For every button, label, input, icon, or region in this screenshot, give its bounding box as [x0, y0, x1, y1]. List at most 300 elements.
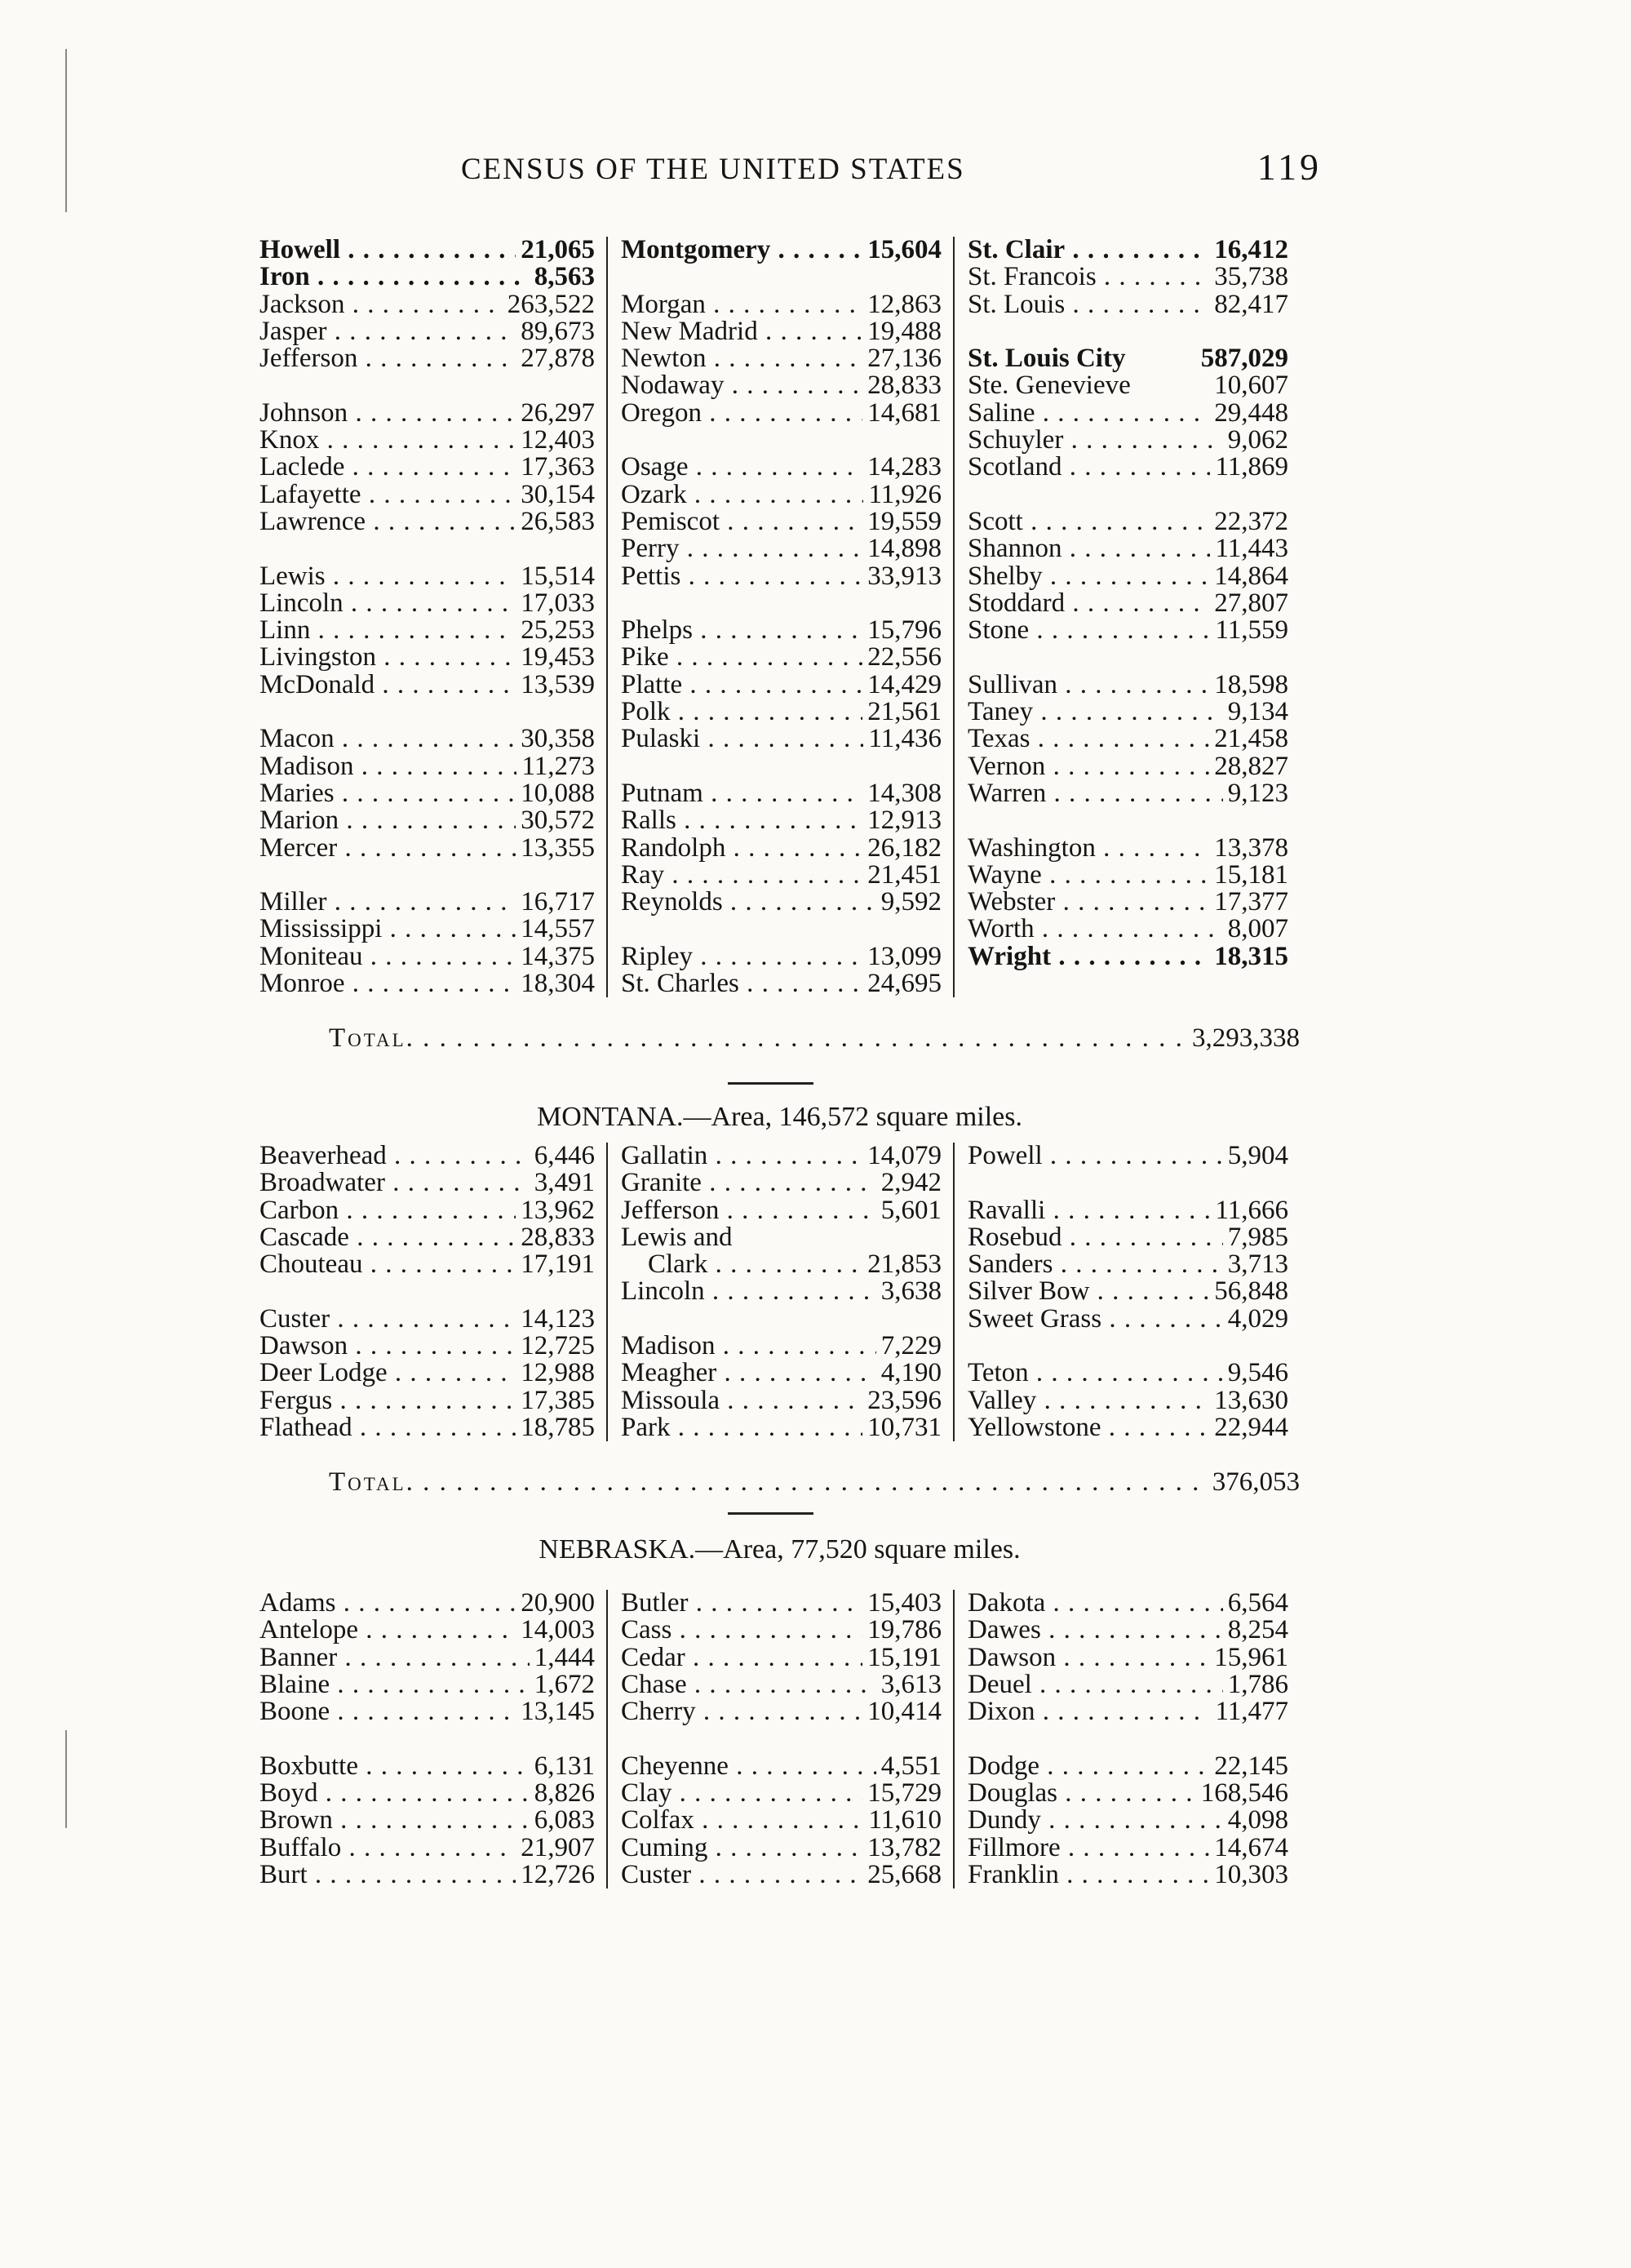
- county-row: [968, 1360, 1288, 1387]
- county-name: Dawes . . .: [968, 1617, 1223, 1644]
- section-title: MONTANA.—Area, 146,572 square miles.: [537, 1102, 1022, 1132]
- county-population: 33,913: [867, 562, 942, 590]
- county-row: [259, 318, 595, 345]
- county-population: 14,003: [521, 1617, 595, 1644]
- county-name: Webster . . .: [968, 889, 1209, 916]
- county-population: 14,864: [1214, 562, 1288, 590]
- county-row: [621, 1333, 942, 1360]
- county-population: 13,962: [521, 1196, 595, 1224]
- county-name: Burt . . .: [259, 1862, 516, 1889]
- county-row: [968, 916, 1288, 943]
- county-population: 17,377: [1214, 889, 1288, 917]
- county-row: [259, 590, 595, 617]
- county-population: 13,378: [1214, 834, 1288, 862]
- county-population: 1,672: [534, 1671, 595, 1699]
- county-name: Antelope . . .: [259, 1617, 516, 1644]
- county-name: Boone . . .: [259, 1698, 516, 1725]
- group-spacer: [968, 1725, 1288, 1752]
- county-row: [968, 1644, 1288, 1671]
- county-column: [606, 237, 953, 997]
- county-name: Douglas . . .: [968, 1780, 1196, 1807]
- county-population: 14,557: [521, 916, 595, 943]
- county-name: Jasper . . .: [259, 318, 516, 345]
- county-name: Livingston . . .: [259, 644, 516, 671]
- county-population: 27,136: [867, 345, 942, 373]
- county-name: Beaverhead . . .: [259, 1143, 530, 1170]
- county-name: Sanders . . .: [968, 1251, 1223, 1278]
- county-row: [259, 889, 595, 916]
- county-row: [259, 1251, 595, 1278]
- group-spacer: [621, 1725, 942, 1752]
- county-row: [621, 1862, 942, 1889]
- county-row: [259, 264, 595, 291]
- county-row: [968, 1835, 1288, 1862]
- total-value: 376,053: [1212, 1467, 1300, 1498]
- county-column: [606, 1590, 953, 1889]
- county-population: 28,827: [1214, 752, 1288, 780]
- section-divider: [728, 1082, 813, 1085]
- county-name: Ozark . . .: [621, 482, 863, 508]
- county-row: [968, 1306, 1288, 1333]
- county-population: 11,443: [1215, 535, 1288, 563]
- county-name: Dundy . . .: [968, 1807, 1223, 1834]
- county-row: [968, 753, 1288, 780]
- county-name: Scott . . .: [968, 508, 1209, 535]
- county-population: 6,083: [534, 1807, 595, 1835]
- county-name: Sullivan . . .: [968, 672, 1209, 699]
- county-population: 17,191: [521, 1251, 595, 1279]
- county-row: [259, 1360, 595, 1387]
- county-row: [259, 1835, 595, 1862]
- county-population: 30,154: [521, 481, 595, 508]
- page-number: 119: [1256, 146, 1322, 188]
- county-name: Ste. Genevieve: [968, 372, 1131, 400]
- county-name: Teton . . .: [968, 1360, 1223, 1387]
- county-population: 21,451: [867, 861, 942, 890]
- county-population: 23,596: [867, 1387, 942, 1414]
- county-row: [621, 862, 942, 889]
- county-name: Phelps . . .: [621, 617, 862, 644]
- county-name: Broadwater . . .: [259, 1170, 530, 1196]
- county-name: Wright . . .: [968, 943, 1209, 970]
- county-row: [621, 943, 942, 970]
- county-name: Putnam . . .: [621, 780, 862, 807]
- county-name: Yellowstone . . .: [968, 1414, 1209, 1441]
- county-population: 15,961: [1214, 1644, 1288, 1671]
- county-population: 4,190: [880, 1360, 942, 1387]
- county-row: [968, 1278, 1288, 1305]
- county-population: 10,303: [1214, 1861, 1288, 1889]
- margin-mark: [65, 1730, 67, 1828]
- county-column: [606, 1143, 953, 1441]
- county-population: 14,375: [521, 943, 595, 971]
- county-name: Dodge . . .: [968, 1753, 1209, 1780]
- county-population: 5,601: [880, 1196, 942, 1224]
- county-population: 10,414: [867, 1698, 942, 1726]
- county-population: 21,065: [521, 237, 595, 264]
- county-population: 17,033: [521, 589, 595, 618]
- county-name: Buffalo . . .: [259, 1835, 516, 1862]
- county-population: 28,833: [867, 372, 942, 400]
- county-population: 7,985: [1227, 1223, 1288, 1252]
- county-name: Rosebud . . .: [968, 1224, 1223, 1251]
- county-name: St. Charles . . .: [621, 970, 862, 997]
- county-row: [259, 1333, 595, 1360]
- county-population: 9,134: [1227, 699, 1288, 726]
- county-row: [259, 508, 595, 535]
- county-row: [621, 644, 942, 671]
- county-population: 14,898: [867, 535, 942, 563]
- county-name: Jackson . . .: [259, 291, 503, 318]
- county-population: 8,826: [534, 1780, 595, 1808]
- county-population: 3,713: [1227, 1251, 1288, 1279]
- group-spacer: [968, 318, 1288, 345]
- group-spacer: [968, 482, 1288, 508]
- county-population: 26,583: [521, 508, 595, 536]
- county-population: 15,403: [867, 1590, 942, 1618]
- county-name: New Madrid . . .: [621, 318, 862, 345]
- county-row: [621, 1698, 942, 1725]
- county-population: 14,283: [867, 454, 942, 482]
- county-row: [621, 1387, 942, 1414]
- county-row: [968, 672, 1288, 699]
- county-name: Missoula . . .: [621, 1387, 862, 1414]
- county-name: Granite . . .: [621, 1170, 876, 1196]
- group-spacer: [259, 1278, 595, 1305]
- county-name: Johnson . . .: [259, 400, 516, 427]
- total-value: 3,293,338: [1192, 1023, 1300, 1054]
- county-population: 28,833: [521, 1223, 595, 1252]
- county-population: 4,551: [880, 1752, 942, 1781]
- county-row: [259, 1753, 595, 1780]
- county-name: Banner . . .: [259, 1644, 530, 1671]
- county-name: Pulaski . . .: [621, 726, 863, 752]
- county-name: Dawson . . .: [259, 1333, 516, 1360]
- county-name: Lincoln . . .: [621, 1278, 876, 1305]
- county-name: Wayne . . .: [968, 862, 1209, 889]
- county-name: St. Louis City: [968, 345, 1126, 373]
- county-population: 22,556: [867, 644, 942, 672]
- county-name: Chouteau . . .: [259, 1251, 516, 1278]
- county-row: [621, 454, 942, 481]
- county-population: 14,079: [867, 1143, 942, 1170]
- county-name: Maries . . .: [259, 780, 516, 807]
- county-population: 18,598: [1214, 671, 1288, 699]
- county-row: [259, 1862, 595, 1889]
- county-population: 13,539: [521, 671, 595, 699]
- county-population: 11,610: [868, 1807, 942, 1835]
- county-row: [259, 970, 595, 997]
- county-name: Polk . . .: [621, 699, 862, 726]
- county-row: [968, 889, 1288, 916]
- county-population: 21,561: [867, 699, 942, 726]
- county-row: [968, 780, 1288, 807]
- county-name: Texas . . .: [968, 726, 1209, 752]
- county-row: [968, 1780, 1288, 1807]
- group-spacer: [968, 1170, 1288, 1196]
- county-population: 9,592: [880, 889, 942, 917]
- county-row: [621, 807, 942, 834]
- county-population: 12,863: [867, 291, 942, 318]
- county-row: [621, 1835, 942, 1862]
- county-row: [259, 1671, 595, 1698]
- county-name: Pettis . . .: [621, 563, 862, 590]
- county-population: 19,559: [867, 508, 942, 536]
- county-population: 12,913: [867, 807, 942, 835]
- county-name: Linn . . .: [259, 617, 516, 644]
- county-population: 8,254: [1227, 1617, 1288, 1644]
- county-row: [259, 916, 595, 943]
- county-population: 6,446: [534, 1143, 595, 1170]
- county-name: Jefferson . . .: [259, 345, 516, 372]
- county-name: Boxbutte . . .: [259, 1753, 530, 1780]
- county-name: Monroe . . .: [259, 970, 516, 997]
- group-spacer: [621, 590, 942, 617]
- county-name: Knox . . .: [259, 427, 516, 454]
- county-population: 20,900: [521, 1590, 595, 1618]
- county-row: [259, 1387, 595, 1414]
- county-row: [968, 291, 1288, 318]
- county-population: 4,098: [1227, 1807, 1288, 1835]
- county-row: [621, 1644, 942, 1671]
- county-population: 11,926: [868, 481, 942, 508]
- county-name: Ravalli . . .: [968, 1197, 1210, 1224]
- county-row: [259, 1617, 595, 1644]
- county-name: Nodaway . . .: [621, 372, 862, 399]
- county-population: 13,099: [867, 943, 942, 971]
- county-row: [621, 1224, 942, 1251]
- county-population: 16,412: [1214, 237, 1288, 264]
- county-column: [953, 237, 1300, 997]
- county-population: 6,564: [1227, 1590, 1288, 1618]
- county-name: Macon . . .: [259, 726, 516, 752]
- county-row: [621, 889, 942, 916]
- county-name: Reynolds . . .: [621, 889, 876, 916]
- county-name: Fillmore . . .: [968, 1835, 1209, 1862]
- county-row: [621, 1807, 942, 1834]
- county-name: Oregon . . .: [621, 400, 862, 427]
- leader-dots: [406, 1022, 1186, 1054]
- county-name: Ripley . . .: [621, 943, 862, 970]
- county-population: 10,088: [521, 779, 595, 808]
- county-row: [621, 1780, 942, 1807]
- county-population: 11,666: [1215, 1196, 1288, 1224]
- county-name: Ralls . . .: [621, 807, 862, 834]
- county-row: [968, 590, 1288, 617]
- county-row: [621, 291, 942, 318]
- county-row: [621, 699, 942, 726]
- county-name: Dixon . . .: [968, 1698, 1210, 1725]
- county-row: [259, 644, 595, 671]
- section-title: NEBRASKA.—Area, 77,520 square miles.: [538, 1534, 1021, 1565]
- county-row: [621, 1170, 942, 1196]
- county-row: [621, 970, 942, 997]
- county-row: [259, 807, 595, 834]
- county-row: [259, 1306, 595, 1333]
- group-spacer: [621, 264, 942, 291]
- county-population: 12,988: [521, 1360, 595, 1387]
- county-name: Jefferson . . .: [621, 1197, 876, 1224]
- county-population: 12,725: [521, 1333, 595, 1360]
- county-population: 13,630: [1214, 1387, 1288, 1414]
- group-spacer: [259, 535, 595, 562]
- county-row: [968, 563, 1288, 590]
- county-population: 82,417: [1214, 291, 1288, 318]
- county-name: Mercer . . .: [259, 835, 516, 862]
- county-population: 1,444: [534, 1644, 595, 1671]
- county-name: Gallatin . . .: [621, 1143, 862, 1170]
- county-row: [259, 753, 595, 780]
- county-name: Pike . . .: [621, 644, 862, 671]
- group-spacer: [968, 1333, 1288, 1360]
- total-label: Total: [329, 1467, 406, 1498]
- county-population: 9,546: [1227, 1360, 1288, 1387]
- county-name: Deer Lodge . . .: [259, 1360, 516, 1387]
- county-population: 10,731: [867, 1414, 942, 1442]
- county-row: [968, 454, 1288, 481]
- group-spacer: [621, 427, 942, 454]
- missouri-table: [259, 237, 1300, 1054]
- county-population: 22,944: [1214, 1414, 1288, 1442]
- county-name: Franklin . . .: [968, 1862, 1209, 1889]
- county-row: [621, 672, 942, 699]
- county-population: 89,673: [521, 317, 595, 346]
- county-name: Warren . . .: [968, 780, 1223, 807]
- margin-mark: [65, 49, 67, 212]
- county-population: 35,738: [1214, 264, 1288, 291]
- group-spacer: [259, 1725, 595, 1752]
- county-population: 11,436: [868, 726, 942, 753]
- county-name: Dawson . . .: [968, 1644, 1209, 1671]
- county-name: Deuel . . .: [968, 1671, 1223, 1698]
- county-population: 27,878: [521, 345, 595, 373]
- county-population: 12,403: [521, 427, 595, 455]
- county-name: Lincoln . . .: [259, 590, 516, 617]
- nebraska-table: [259, 1590, 1300, 1889]
- county-row: [968, 1698, 1288, 1725]
- county-population: 56,848: [1214, 1278, 1288, 1306]
- county-row: [621, 318, 942, 345]
- county-name: Moniteau . . .: [259, 943, 516, 970]
- county-row: [968, 372, 1288, 399]
- county-column: [259, 1143, 606, 1441]
- county-name: Cherry . . .: [621, 1698, 862, 1725]
- county-name: Howell . . .: [259, 237, 516, 264]
- county-population: 24,695: [867, 970, 942, 998]
- county-row: [621, 1590, 942, 1617]
- leader-dots: [406, 1466, 1206, 1498]
- county-population: 13,355: [521, 834, 595, 862]
- county-population: 18,304: [521, 970, 595, 998]
- county-name: Madison . . .: [621, 1333, 876, 1360]
- county-row: [259, 237, 595, 264]
- county-row: [259, 726, 595, 752]
- county-row: [968, 508, 1288, 535]
- county-name: Montgomery . . .: [621, 237, 862, 264]
- county-name: Madison . . .: [259, 753, 516, 780]
- county-population: 18,315: [1214, 943, 1288, 971]
- county-name: Platte . . .: [621, 672, 862, 699]
- county-name: Butler . . .: [621, 1590, 862, 1617]
- county-row: [621, 1278, 942, 1305]
- county-population: 263,522: [507, 291, 595, 318]
- county-row: [968, 427, 1288, 454]
- county-row: [968, 1224, 1288, 1251]
- county-name: McDonald . . .: [259, 672, 516, 699]
- county-population: 29,448: [1214, 399, 1288, 428]
- county-row: [968, 943, 1288, 970]
- county-population: 8,563: [534, 264, 595, 291]
- county-row: [621, 835, 942, 862]
- county-population: 9,062: [1227, 427, 1288, 455]
- county-column: [953, 1590, 1300, 1889]
- county-population: 11,477: [1215, 1698, 1288, 1726]
- county-name: Stone . . .: [968, 617, 1210, 644]
- county-population: 27,807: [1214, 589, 1288, 618]
- county-row: [968, 862, 1288, 889]
- montana-table: [259, 1143, 1300, 1498]
- county-name: Miller . . .: [259, 889, 516, 916]
- county-name: Chase . . .: [621, 1671, 876, 1698]
- county-row: [259, 617, 595, 644]
- county-row: [259, 427, 595, 454]
- county-population: 11,869: [1215, 454, 1288, 482]
- county-row: [259, 1807, 595, 1834]
- county-name: Flathead . . .: [259, 1414, 516, 1441]
- county-population: [937, 1224, 942, 1251]
- county-name: Vernon . . .: [968, 753, 1209, 780]
- county-row: [259, 672, 595, 699]
- county-name: St. Clair . . .: [968, 237, 1209, 264]
- county-name: Randolph . . .: [621, 835, 862, 862]
- county-row: [259, 1143, 595, 1170]
- county-name: Cedar . . .: [621, 1644, 862, 1671]
- county-name: Lafayette . . .: [259, 482, 516, 508]
- county-name: Cheyenne . . .: [621, 1753, 876, 1780]
- county-row: [259, 291, 595, 318]
- county-row: [968, 726, 1288, 752]
- county-row: [968, 1143, 1288, 1170]
- county-population: 19,453: [521, 644, 595, 672]
- county-row: [968, 1590, 1288, 1617]
- county-row: [259, 563, 595, 590]
- county-population: 15,181: [1214, 861, 1288, 890]
- county-row: [621, 237, 942, 264]
- county-population: 15,729: [867, 1780, 942, 1808]
- county-row: [968, 1862, 1288, 1889]
- county-population: 15,604: [867, 237, 942, 264]
- county-name: Dakota . . .: [968, 1590, 1223, 1617]
- county-population: 21,907: [521, 1834, 595, 1862]
- county-population: 2,942: [880, 1170, 942, 1197]
- county-name: Lawrence . . .: [259, 508, 516, 535]
- county-population: 21,853: [867, 1251, 942, 1279]
- county-population: 13,782: [867, 1834, 942, 1862]
- county-name: Laclede . . .: [259, 454, 516, 481]
- county-population: 7,229: [880, 1333, 942, 1360]
- county-population: 6,131: [534, 1752, 595, 1781]
- county-row: [621, 780, 942, 807]
- county-row: [968, 264, 1288, 291]
- county-name: Adams . . .: [259, 1590, 516, 1617]
- county-row: [968, 237, 1288, 264]
- county-name: Taney . . .: [968, 699, 1223, 726]
- county-name: Colfax . . .: [621, 1807, 863, 1834]
- county-row: [968, 617, 1288, 644]
- county-row: [968, 535, 1288, 562]
- county-name: Meagher . . .: [621, 1360, 876, 1387]
- county-name: Schuyler . . .: [968, 427, 1223, 454]
